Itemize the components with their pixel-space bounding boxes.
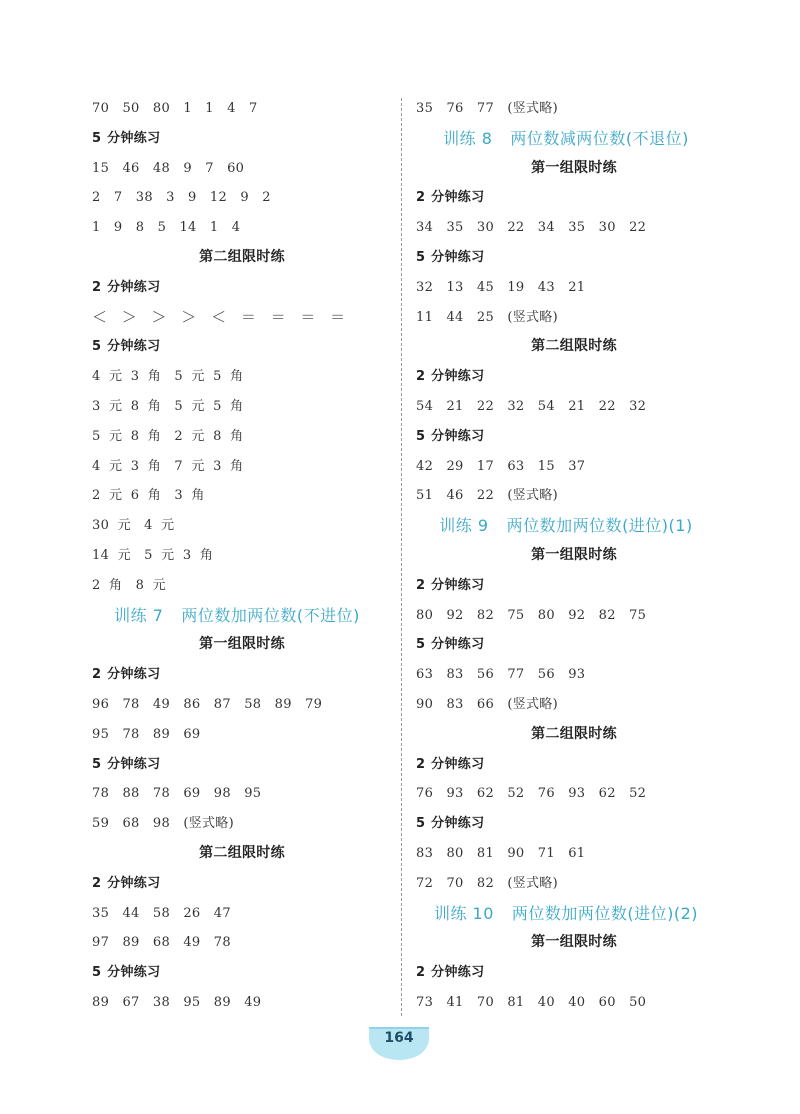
practice-label-text: 5 分钟练习 xyxy=(92,130,161,146)
answer-text: 14 元 5 元 3 角 xyxy=(92,547,214,563)
practice-label xyxy=(416,183,716,213)
answer-line xyxy=(416,660,716,690)
group-subheading xyxy=(92,243,382,273)
answer-line xyxy=(92,154,382,184)
answer-line xyxy=(92,422,382,452)
practice-label xyxy=(416,571,716,601)
answer-line xyxy=(92,571,382,601)
group-subheading xyxy=(92,630,382,660)
practice-label xyxy=(92,869,382,899)
comparison-symbols: ＜ ＞ ＞ ＞ ＜ ＝ ＝ ＝ ＝ xyxy=(92,307,346,326)
answer-text: 78 88 78 69 98 95 xyxy=(92,786,262,802)
answer-text: 1 9 8 5 14 1 4 xyxy=(92,220,241,236)
answer-line xyxy=(416,690,716,720)
practice-label xyxy=(416,422,716,452)
answer-text: 30 元 4 元 xyxy=(92,518,175,534)
page-number: 164 xyxy=(384,1030,414,1046)
group-subheading-text: 第二组限时练 xyxy=(199,248,285,265)
section-title: 两位数减两位数(不退位) xyxy=(510,128,689,148)
answer-text: 5 元 8 角 2 元 8 角 xyxy=(92,428,244,444)
section-heading xyxy=(416,124,716,154)
practice-label xyxy=(92,273,382,303)
answer-text: 80 92 82 75 80 92 82 75 xyxy=(416,607,647,623)
section-number: 训练 8 xyxy=(443,128,493,148)
practice-label-text: 2 分钟练习 xyxy=(92,279,161,295)
practice-label-text: 5 分钟练习 xyxy=(416,816,485,832)
group-subheading-text: 第二组限时练 xyxy=(531,338,617,355)
practice-label-text: 2 分钟练习 xyxy=(92,875,161,891)
group-subheading xyxy=(416,928,716,958)
section-title: 两位数加两位数(进位)(1) xyxy=(506,516,693,536)
answer-line xyxy=(92,94,382,124)
answer-text: 35 44 58 26 47 xyxy=(92,905,231,921)
practice-label-text: 5 分钟练习 xyxy=(92,965,161,981)
practice-label xyxy=(416,243,716,273)
practice-label-text: 5 分钟练习 xyxy=(416,249,485,265)
practice-label-text: 2 分钟练习 xyxy=(416,756,485,772)
practice-label xyxy=(416,958,716,988)
answer-text: 15 46 48 9 7 60 xyxy=(92,160,245,176)
answer-line xyxy=(416,392,716,422)
group-subheading xyxy=(416,332,716,362)
group-subheading xyxy=(416,720,716,750)
practice-label xyxy=(92,660,382,690)
answer-line xyxy=(92,928,382,958)
answer-line xyxy=(416,213,716,243)
answer-line xyxy=(92,779,382,809)
answer-text: 42 29 17 63 15 37 xyxy=(416,458,586,474)
answer-text: 11 44 25 (竖式略) xyxy=(416,309,558,325)
group-subheading xyxy=(92,839,382,869)
answer-line xyxy=(416,452,716,482)
practice-label-text: 2 分钟练习 xyxy=(92,667,161,683)
section-title: 两位数加两位数(进位)(2) xyxy=(511,903,699,923)
answer-text: 54 21 22 32 54 21 22 32 xyxy=(416,398,647,414)
practice-label-text: 2 分钟练习 xyxy=(416,190,485,206)
group-subheading xyxy=(416,154,716,184)
left-column xyxy=(92,94,382,1018)
practice-label-text: 2 分钟练习 xyxy=(416,965,485,981)
answer-text: 83 80 81 90 71 61 xyxy=(416,845,586,861)
answer-text: 2 7 38 3 9 12 9 2 xyxy=(92,190,271,206)
practice-label-text: 2 分钟练习 xyxy=(416,369,485,385)
answer-line xyxy=(416,988,716,1018)
column-divider xyxy=(401,98,402,1016)
section-number: 训练 9 xyxy=(439,516,489,536)
answer-text: 90 83 66 (竖式略) xyxy=(416,696,558,712)
answer-line xyxy=(416,303,716,333)
practice-label-text: 5 分钟练习 xyxy=(92,756,161,772)
answer-line xyxy=(92,899,382,929)
answer-line xyxy=(92,511,382,541)
answer-text: 4 元 3 角 5 元 5 角 xyxy=(92,369,244,385)
answer-line xyxy=(92,809,382,839)
page-number-badge xyxy=(367,1024,431,1062)
section-number: 训练 10 xyxy=(433,903,494,923)
section-heading xyxy=(416,899,716,929)
practice-label-text: 5 分钟练习 xyxy=(416,637,485,653)
answer-line xyxy=(416,481,716,511)
answer-text: 73 41 70 81 40 40 60 50 xyxy=(416,994,647,1010)
answer-line xyxy=(92,213,382,243)
group-subheading-text: 第二组限时练 xyxy=(531,725,617,742)
practice-label xyxy=(416,809,716,839)
answer-line xyxy=(416,601,716,631)
group-subheading-text: 第一组限时练 xyxy=(531,934,617,951)
answer-line xyxy=(92,183,382,213)
practice-label xyxy=(416,750,716,780)
answer-text: 4 元 3 角 7 元 3 角 xyxy=(92,458,244,474)
answer-text: 76 93 62 52 76 93 62 52 xyxy=(416,786,647,802)
answer-text: 2 角 8 元 xyxy=(92,577,166,593)
answer-text: 32 13 45 19 43 21 xyxy=(416,279,586,295)
comparison-answers xyxy=(92,303,382,333)
section-title: 两位数加两位数(不进位) xyxy=(181,605,360,625)
section-number: 训练 7 xyxy=(114,605,164,625)
right-column xyxy=(416,94,716,1018)
answer-text: 63 83 56 77 56 93 xyxy=(416,667,586,683)
practice-label xyxy=(92,750,382,780)
answer-line xyxy=(92,690,382,720)
answer-text: 95 78 89 69 xyxy=(92,726,201,742)
practice-label xyxy=(416,362,716,392)
answer-line xyxy=(92,362,382,392)
answer-text: 2 元 6 角 3 角 xyxy=(92,488,205,504)
answer-text: 97 89 68 49 78 xyxy=(92,935,231,951)
answer-text: 72 70 82 (竖式略) xyxy=(416,875,558,891)
practice-label xyxy=(416,630,716,660)
answer-line xyxy=(92,988,382,1018)
section-heading xyxy=(416,511,716,541)
answer-line xyxy=(416,839,716,869)
answer-line xyxy=(416,273,716,303)
practice-label-text: 5 分钟练习 xyxy=(92,339,161,355)
answer-text: 34 35 30 22 34 35 30 22 xyxy=(416,220,647,236)
practice-label-text: 2 分钟练习 xyxy=(416,577,485,593)
answer-line xyxy=(92,541,382,571)
group-subheading-text: 第一组限时练 xyxy=(531,159,617,176)
answer-line xyxy=(92,392,382,422)
answer-text: 96 78 49 86 87 58 89 79 xyxy=(92,696,323,712)
answer-text: 89 67 38 95 89 49 xyxy=(92,994,262,1010)
group-subheading-text: 第一组限时练 xyxy=(199,636,285,653)
answer-line xyxy=(92,452,382,482)
practice-label xyxy=(92,124,382,154)
answer-line xyxy=(92,720,382,750)
section-heading xyxy=(92,601,382,631)
practice-label-text: 5 分钟练习 xyxy=(416,428,485,444)
answer-text: 70 50 80 1 1 4 7 xyxy=(92,101,258,116)
answer-line xyxy=(92,481,382,511)
group-subheading-text: 第二组限时练 xyxy=(199,844,285,861)
answer-text: 3 元 8 角 5 元 5 角 xyxy=(92,398,244,414)
answer-text: 35 76 77 (竖式略) xyxy=(416,101,558,116)
practice-label xyxy=(92,332,382,362)
group-subheading-text: 第一组限时练 xyxy=(531,546,617,563)
practice-label xyxy=(92,958,382,988)
group-subheading xyxy=(416,541,716,571)
answer-line xyxy=(416,94,716,124)
answer-text: 51 46 22 (竖式略) xyxy=(416,488,558,504)
answer-text: 59 68 98 (竖式略) xyxy=(92,816,234,832)
answer-line xyxy=(416,779,716,809)
answer-line xyxy=(416,869,716,899)
